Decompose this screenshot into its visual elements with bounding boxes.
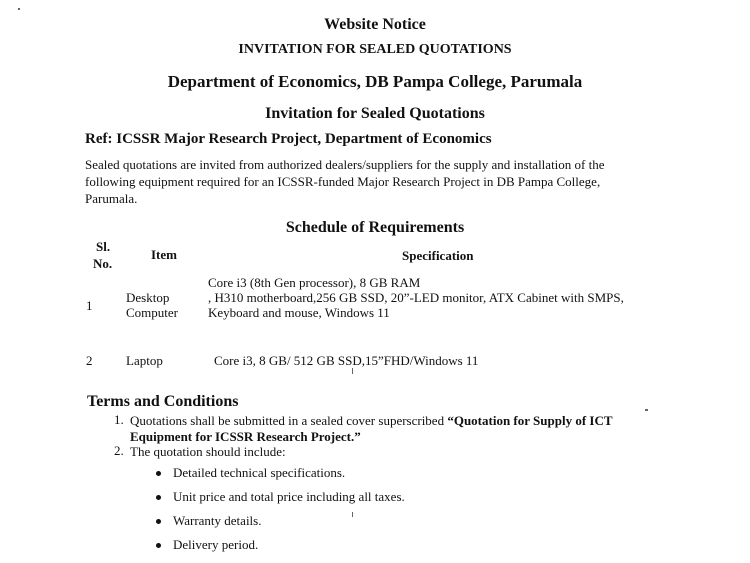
header-sl-line2: No. [93, 256, 113, 271]
table-row-2-item: Laptop [126, 353, 163, 368]
term-1-bold-line1: “Quotation for Supply of ICT [447, 413, 613, 428]
bullet-icon [156, 471, 161, 476]
intro-line: Parumala. [85, 191, 138, 206]
bullet-item-2: Unit price and total price including all taxes. [173, 489, 405, 504]
scan-speck [18, 8, 20, 10]
table-row-2-spec: Core i3, 8 GB/ 512 GB SSD,15”FHD/Windows 11 [214, 353, 479, 368]
table-row-1-item-line2: Computer [126, 305, 178, 320]
department-name: Department of Economics, DB Pampa College, Parumala [167, 72, 583, 91]
table-row-2-sl: 2 [86, 353, 93, 368]
invitation-heading: INVITATION FOR SEALED QUOTATIONS [238, 42, 512, 57]
reference-line: Ref: ICSSR Major Research Project, Department of Economics [85, 131, 492, 147]
schedule-heading: Schedule of Requirements [285, 219, 465, 236]
term-2-number: 2. [114, 443, 124, 458]
bullet-item-1: Detailed technical specifications. [173, 465, 346, 480]
intro-paragraph [85, 156, 630, 207]
bullet-icon [156, 495, 161, 500]
term-1-bold-line2: Equipment for ICSSR Research Project.” [130, 429, 361, 444]
bullet-item-4: Delivery period. [173, 537, 259, 552]
scan-speck [352, 512, 353, 517]
header-specification: Specification [402, 248, 474, 263]
notice-title: Website Notice [324, 16, 426, 33]
bullet-icon [156, 543, 161, 548]
term-1-plain: Quotations shall be submitted in a sealed cover superscribed [130, 413, 448, 428]
table-row-1-spec-line3: Keyboard and mouse, Windows 11 [208, 305, 390, 320]
bullet-item-3: Warranty details. [173, 513, 262, 528]
table-row-1-spec-line2: , H310 motherboard,256 GB SSD, 20”-LED monitor, ATX Cabinet with SMPS, [208, 290, 624, 305]
table-row-1-item-line1: Desktop [126, 290, 170, 305]
term-1-number: 1. [114, 412, 124, 427]
intro-line: following equipment required for an ICSSR-funded Major Research Project in DB Pampa College, [85, 174, 601, 189]
scan-speck [645, 409, 648, 411]
intro-line: Sealed quotations are invited from authorized dealers/suppliers for the supply and installation of the [85, 157, 605, 172]
term-1-text [130, 412, 613, 429]
term-2-text: The quotation should include: [130, 444, 286, 459]
table-row-1-sl: 1 [86, 298, 93, 313]
bullet-icon [156, 519, 161, 524]
terms-heading: Terms and Conditions [87, 393, 239, 410]
header-sl-line1: Sl. [96, 239, 111, 254]
header-item: Item [151, 247, 177, 262]
table-row-1-spec-line1: Core i3 (8th Gen processor), 8 GB RAM [208, 275, 421, 290]
invitation-subheading: Invitation for Sealed Quotations [265, 105, 485, 122]
